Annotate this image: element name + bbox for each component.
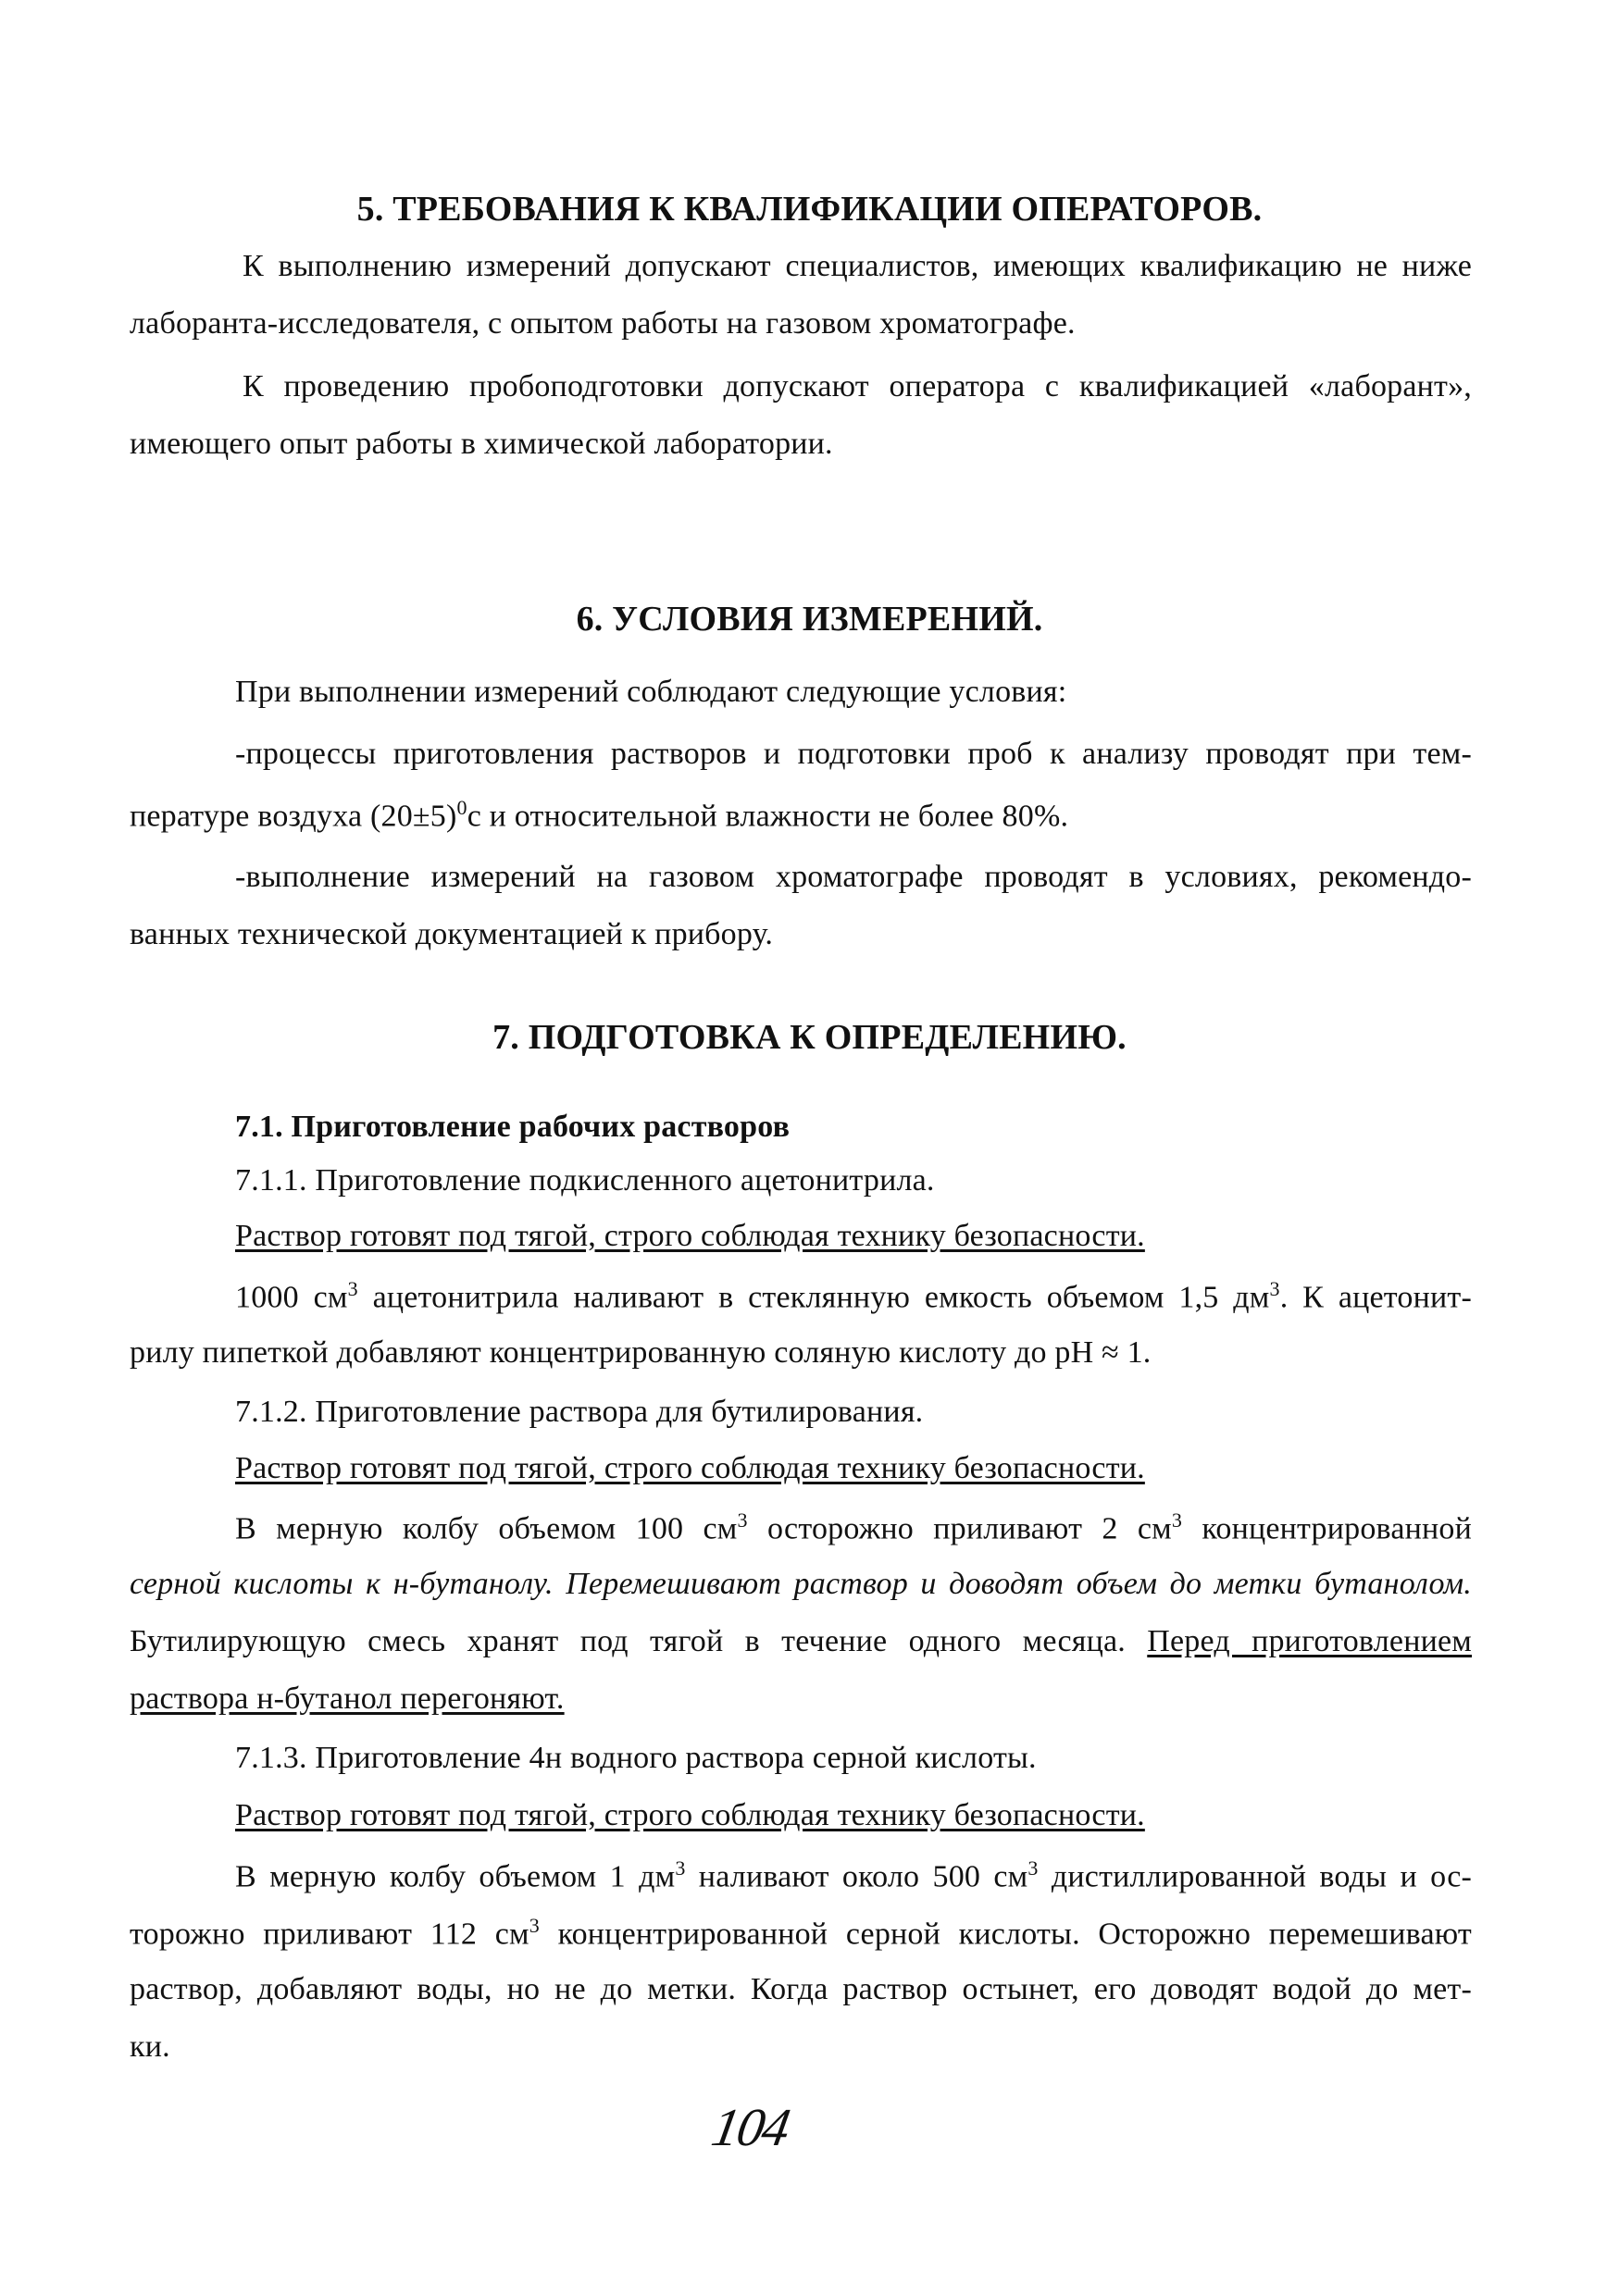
safety-note-3: Раствор готовят под тягой, строго соблюдая технику безопасности. [235,1798,1145,1832]
subsection-7-1-3-title: 7.1.3. Приготовление 4н водного раствора серной кислоты. [235,1741,1037,1775]
subsection-7-1-title: 7.1. Приготовление рабочих растворов [235,1110,791,1144]
paragraph-7-1-2-line-1: В мерную колбу объемом 100 $см^3$ осторожно приливают 2 $см^3$ концентрированной [235,1508,1473,1546]
paragraph-7-1-1-line-1: 1000 $см^3$ ацетонитрила наливают в стеклянную емкость объемом 1,5 $дм^3$. К ацетонит- [235,1277,1472,1315]
section-7-title: 7. ПОДГОТОВКА К ОПРЕДЕЛЕНИЮ. [492,1018,1127,1057]
paragraph-7-1-1-line-2: рилу пипеткой добавляют концентрированную соляную кислоту до pH ≈ 1. [130,1335,1152,1370]
section-5-title: 5. ТРЕБОВАНИЯ К КВАЛИФИКАЦИИ ОПЕРАТОРОВ. [356,190,1263,229]
section-6-title: 6. УСЛОВИЯ ИЗМЕРЕНИЙ. [576,600,1043,639]
section-6-condition-2-line-1: -выполнение измерений на газовом хроматографе проводят в условиях, рекомендо- [235,860,1472,894]
section-6-condition-1-line-1: -процессы приготовления растворов и подготовки проб к анализу проводят при тем- [235,737,1472,771]
section-6-intro: При выполнении измерений соблюдают следующие условия: [235,675,1067,709]
paragraph-7-1-2-line-4: раствора н-бутанол перегоняют. [130,1682,565,1716]
section-5-paragraph-2-line-2: имеющего опыт работы в химической лаборатории. [130,427,833,461]
paragraph-7-1-2-line-2: серной кислоты к н-бутанолу. Перемешивают раствор и доводят объем до метки бутанолом. [130,1567,1472,1601]
section-6-condition-2-line-2: ванных технической документацией к прибору. [130,917,774,951]
subsection-7-1-1-title: 7.1.1. Приготовление подкисленного ацетонитрила. [235,1163,935,1198]
section-6-condition-1-line-2: пературе воздуха $(20\pm 5)^0с$ и относительной влажности не более 80%. [130,796,1069,834]
paragraph-7-1-2-line-3: Бутилирующую смесь хранят под тягой в течение одного месяца. Перед приготовлением [130,1624,1472,1658]
subsection-7-1-2-title: 7.1.2. Приготовление раствора для бутилирования. [235,1395,924,1429]
safety-note-2: Раствор готовят под тягой, строго соблюдая технику безопасности. [235,1451,1145,1485]
section-5-paragraph-1-line-2: лаборанта-исследователя, с опытом работы на газовом хроматографе. [130,306,1076,341]
paragraph-7-1-3-line-2: торожно приливают 112 $см^3$ концентрированной серной кислоты. Осторожно перемешивают [130,1914,1472,1952]
page-number: 104 [707,2097,793,2157]
paragraph-7-1-3-line-4: ки. [130,2029,170,2064]
section-5-paragraph-1-line-1: К выполнению измерений допускают специалистов, имеющих квалификацию не ниже [243,249,1472,283]
section-5-paragraph-2-line-1: К проведению пробоподготовки допускают оператора с квалификацией «лаборант», [243,369,1472,403]
paragraph-7-1-3-line-3: раствор, добавляют воды, но не до метки. Когда раствор остынет, его доводят водой до мет- [130,1972,1472,2006]
paragraph-7-1-3-line-1: В мерную колбу объемом 1 $дм^3$ наливают около 500 $см^3$ дистиллированной воды и ос- [235,1856,1473,1894]
safety-note-1: Раствор готовят под тягой, строго соблюдая технику безопасности. [235,1219,1145,1253]
